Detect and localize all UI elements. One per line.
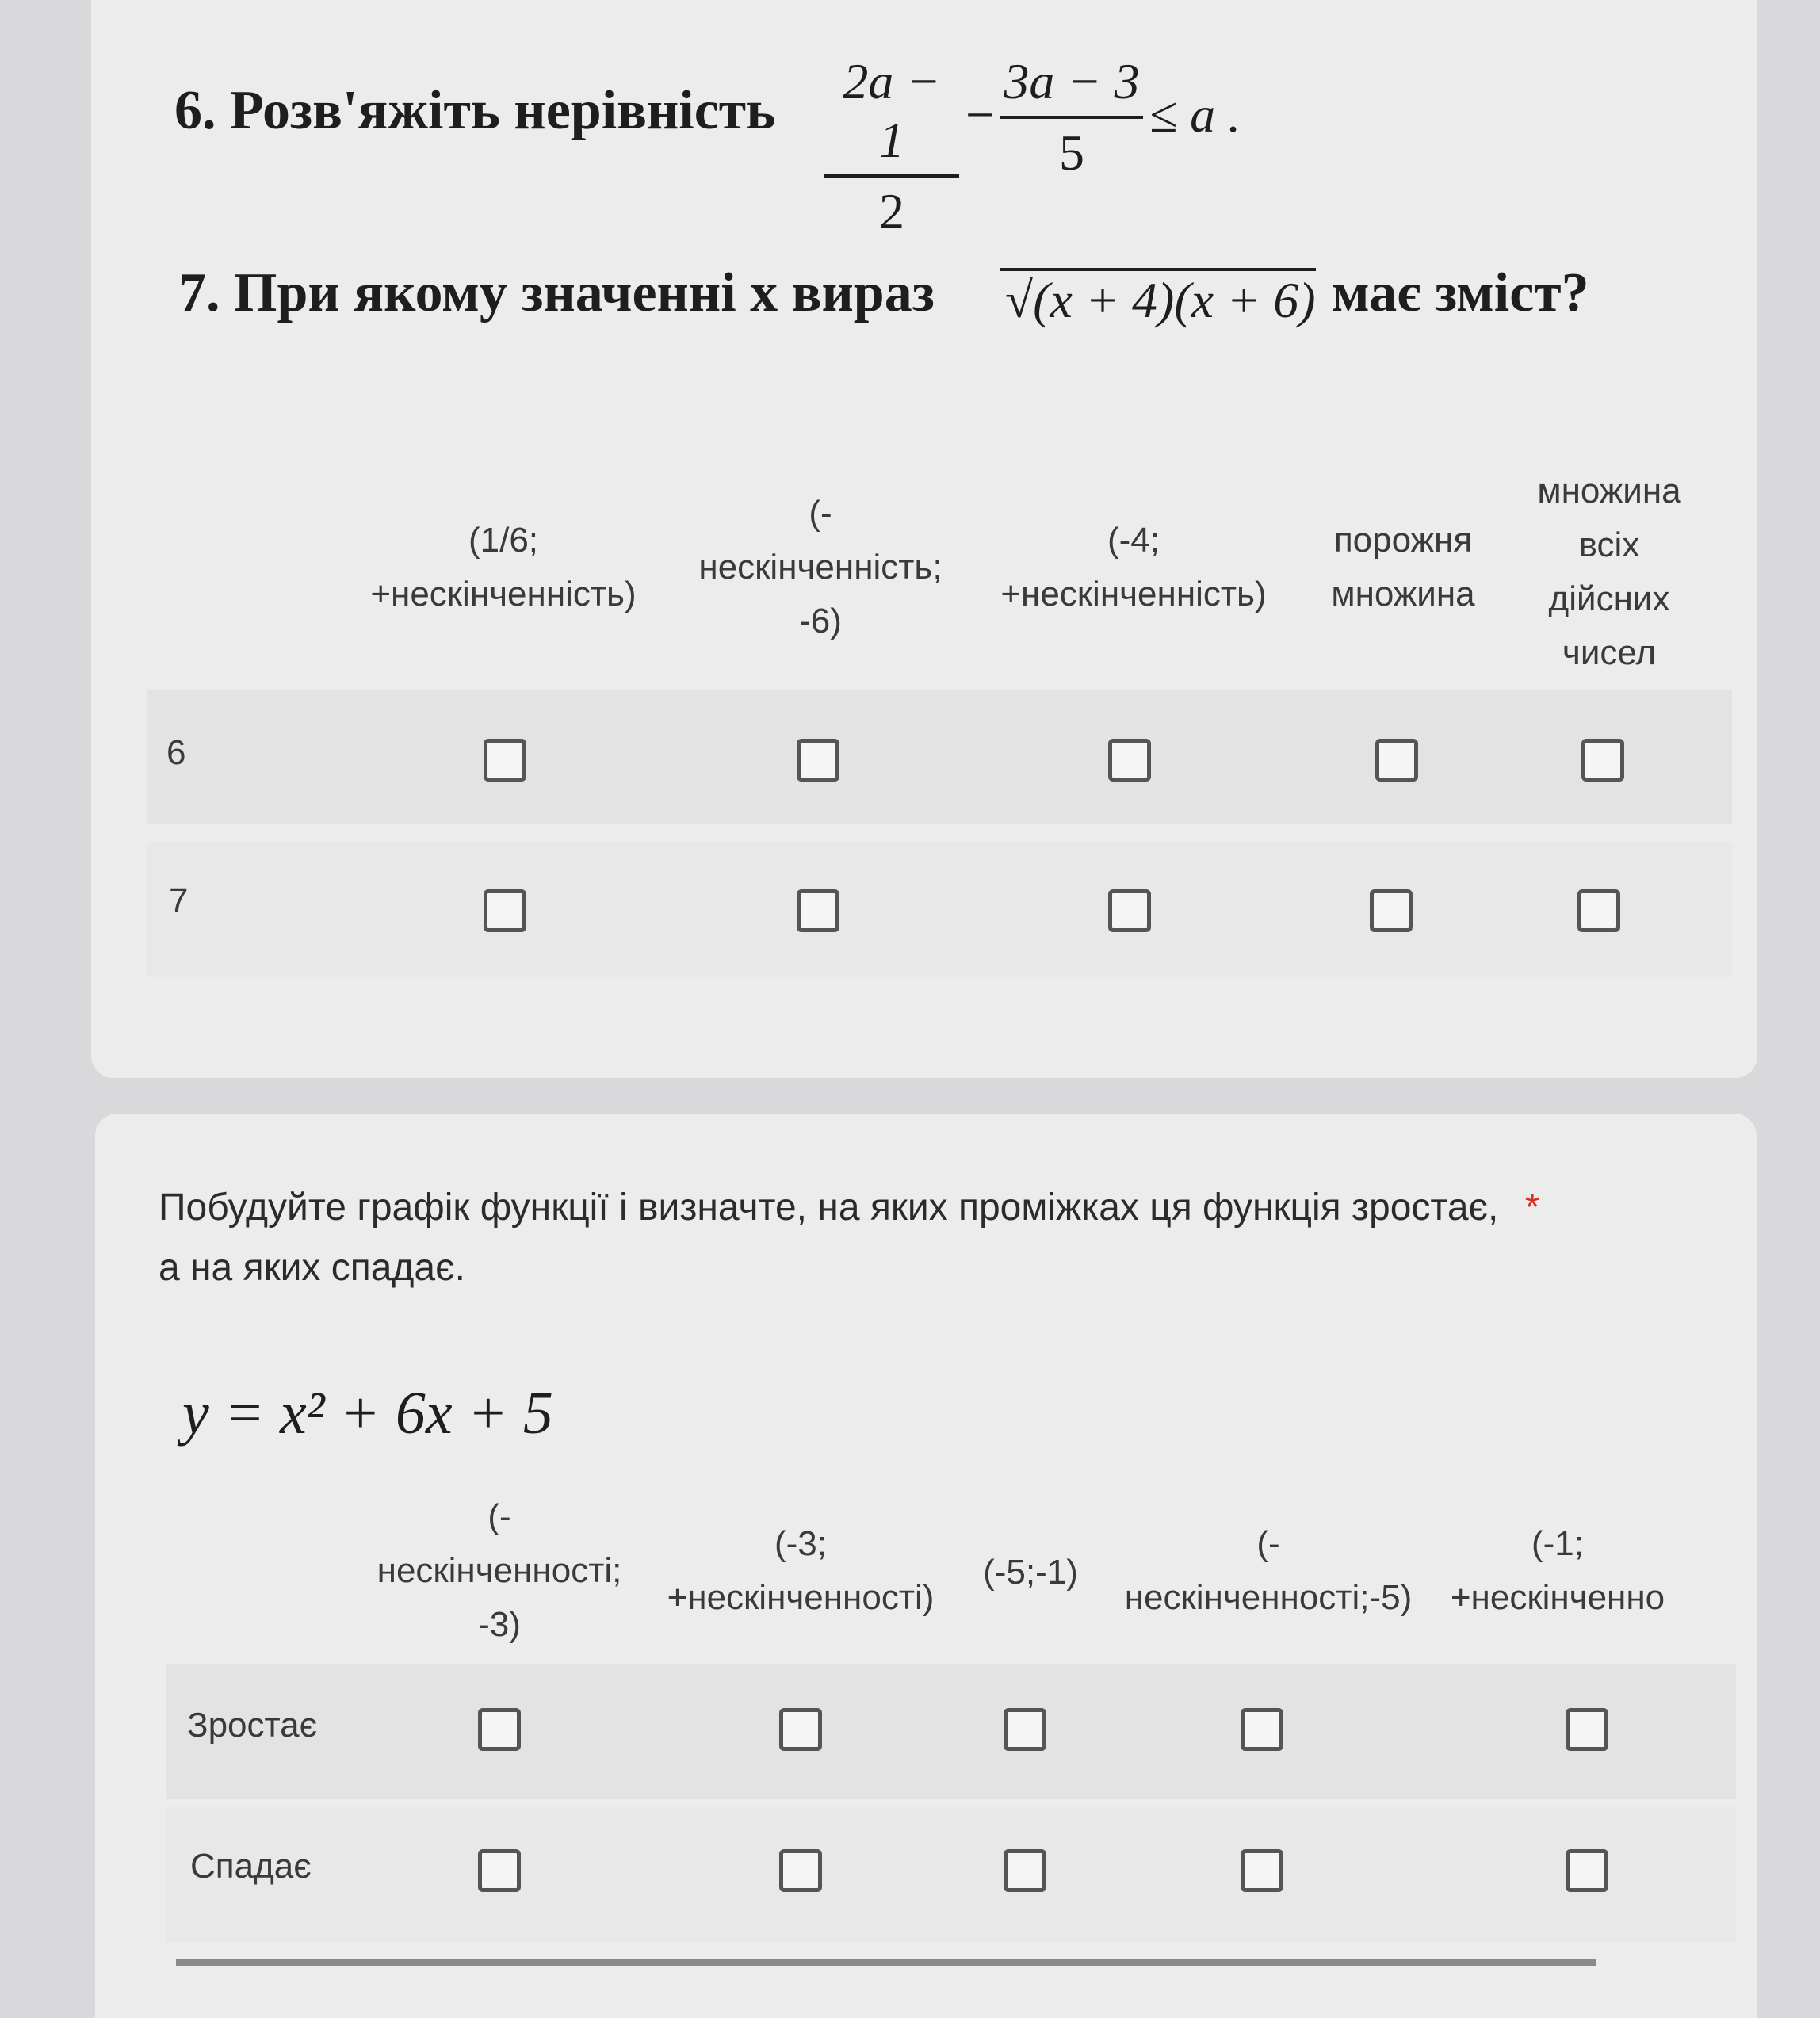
fraction-2-numerator: 3a − 3 <box>1004 53 1140 109</box>
grid2-row-label-increasing: Зростає <box>187 1706 318 1745</box>
grid2-row-increasing <box>166 1664 1736 1799</box>
checkbox-6-col3[interactable] <box>1108 739 1151 782</box>
fraction-1 <box>824 52 959 241</box>
grid1-col-5: множина всіх дійсних чисел <box>1537 472 1681 672</box>
inequality-tail: ≤ a . <box>1149 86 1241 143</box>
sqrt-expression: √(x + 4)(x + 6) <box>1000 268 1316 330</box>
grid2-col-1: (- нескінченності; -3) <box>377 1497 622 1644</box>
grid1-col-2: (- нескінченність; -6) <box>698 494 942 640</box>
question-8-prompt <box>159 1178 1712 1298</box>
checkbox-decreasing-col4[interactable] <box>1241 1849 1283 1892</box>
checkbox-6-col2[interactable] <box>797 739 839 782</box>
checkbox-decreasing-col5[interactable] <box>1566 1849 1608 1892</box>
grid2-col-5: (-1; +нескінченно <box>1450 1524 1665 1617</box>
checkbox-7-col5[interactable] <box>1577 889 1620 932</box>
fraction-2-denominator: 5 <box>1059 124 1084 181</box>
checkbox-increasing-col1[interactable] <box>478 1708 521 1751</box>
checkbox-7-col1[interactable] <box>484 889 526 932</box>
grid1-col-1: (1/6; +нескінченність) <box>370 521 637 613</box>
checkbox-decreasing-col3[interactable] <box>1004 1849 1046 1892</box>
fraction-1-denominator: 2 <box>879 183 904 239</box>
checkbox-increasing-col4[interactable] <box>1241 1708 1283 1751</box>
divider <box>176 1959 1596 1966</box>
grid2-col-4: (- нескінченності;-5) <box>1124 1524 1413 1617</box>
question-6-title: 6. Розв'яжіть нерівність <box>174 80 776 141</box>
checkbox-increasing-col2[interactable] <box>779 1708 822 1751</box>
fraction-1-numerator: 2a − 1 <box>843 53 941 168</box>
grid1-row-label-7: 7 <box>169 881 189 920</box>
grid2-row-decreasing <box>166 1807 1736 1942</box>
question-8-prompt-line2: а на яких спадає. <box>159 1247 465 1289</box>
grid2-col-2: (-3; +нескінченності) <box>667 1524 935 1617</box>
required-asterisk: * <box>1524 1187 1540 1229</box>
checkbox-6-col5[interactable] <box>1581 739 1624 782</box>
checkbox-increasing-col3[interactable] <box>1004 1708 1046 1751</box>
checkbox-increasing-col5[interactable] <box>1566 1708 1608 1751</box>
function-formula: y = x² + 6x + 5 <box>182 1380 553 1447</box>
checkbox-6-col4[interactable] <box>1375 739 1418 782</box>
checkbox-decreasing-col1[interactable] <box>478 1849 521 1892</box>
checkbox-7-col2[interactable] <box>797 889 839 932</box>
checkbox-6-col1[interactable] <box>484 739 526 782</box>
checkbox-decreasing-col2[interactable] <box>779 1849 822 1892</box>
question-8-prompt-line1: Побудуйте графік функції і визначте, на яких проміжках ця функція зростає, <box>159 1187 1499 1229</box>
fraction-2 <box>1000 52 1143 182</box>
checkbox-7-col4[interactable] <box>1370 889 1413 932</box>
minus-sign: − <box>965 86 995 143</box>
grid2-col-3: (-5;-1) <box>983 1553 1078 1592</box>
grid2-row-label-decreasing: Спадає <box>190 1847 312 1886</box>
grid1-row-7 <box>147 842 1732 977</box>
grid1-col-4: порожня множина <box>1331 521 1475 613</box>
grid1-col-3: (-4; +нескінченність) <box>1000 521 1267 613</box>
question-7-tail: має зміст? <box>1332 262 1589 323</box>
question-7-title: 7. При якому значенні х вираз <box>178 262 935 323</box>
grid1-row-6 <box>147 690 1732 824</box>
checkbox-7-col3[interactable] <box>1108 889 1151 932</box>
grid1-row-label-6: 6 <box>166 733 186 772</box>
